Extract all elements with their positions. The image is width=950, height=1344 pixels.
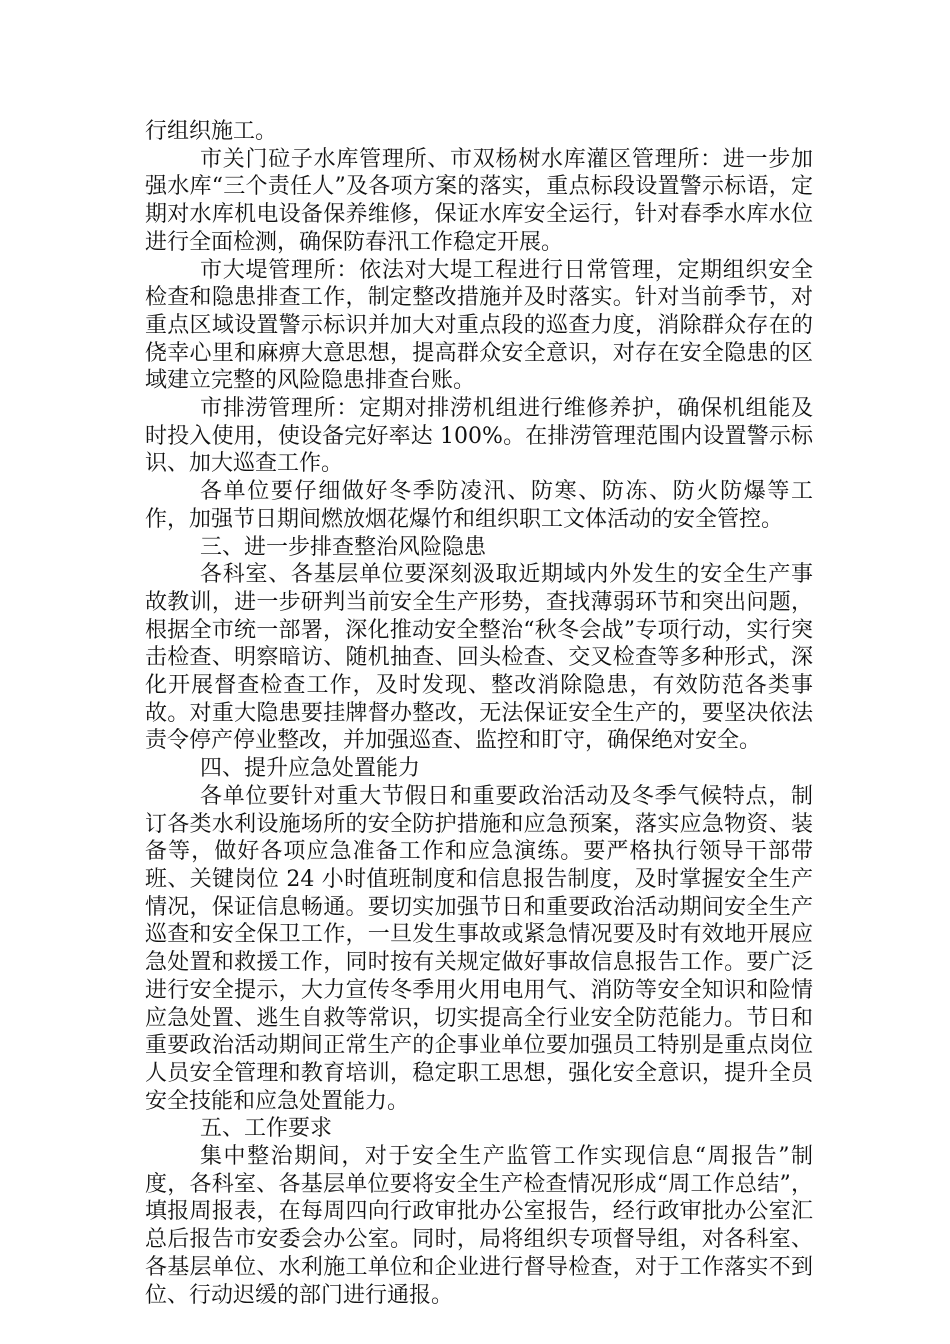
paragraph: 各单位要针对重大节假日和重要政治活动及冬季气候特点，制订各类水利设施场所的安全防护措施和应急预案，落实应急物资、装备等，做好各项应急准备工作和应急演练。要严格执行领导干部带班、关键岗位 24 小时值班制度和信息报告制度，及时掌握安全生产情况，保证信息畅通。要切实加强节日和重要政治活动期间安全生产巡查和安全保卫工作，一旦发生事故或紧急情况要及时有效地开展应急处置和救援工作，同时按有关规定做好事故信息报告工作。要广泛进行安全提示，大力宣传冬季用火用电用气、消防等安全知识和险情应急处置、逃生自救等常识，切实提高全行业安全防范能力。节日和重要政治活动期间正常生产的企事业单位要加强员工特别是重点岗位人员安全管理和教育培训，稳定职工思想，强化安全意识，提升全员安全技能和应急处置能力。 xyxy=(145,783,813,1114)
paragraph: 各科室、各基层单位要深刻汲取近期域内外发生的安全生产事故教训，进一步研判当前安全生产形势，查找薄弱环节和突出问题，根据全市统一部署，深化推动安全整治“秋冬会战”专项行动，实行突击检查、明察暗访、随机抽查、回头检查、交叉检查等多种形式，深化开展督查检查工作，及时发现、整改消除隐患，有效防范各类事故。对重大隐患要挂牌督办整改，无法保证安全生产的，要坚决依法责令停产停业整改，并加强巡查、监控和盯守，确保绝对安全。 xyxy=(145,562,813,754)
paragraph: 市排涝管理所：定期对排涝机组进行维修养护，确保机组能及时投入使用，使设备完好率达 100%。在排涝管理范围内设置警示标识、加大巡查工作。 xyxy=(145,396,813,477)
paragraph: 集中整治期间，对于安全生产监管工作实现信息“周报告”制度，各科室、各基层单位要将安全生产检查情况形成“周工作总结”，填报周报表，在每周四向行政审批办公室报告，经行政审批办公室汇总后报告市安委会办公室。同时，局将组织专项督导组，对各科室、各基层单位、水利施工单位和企业进行督导检查，对于工作落实不到位、行动迟缓的部门进行通报。 xyxy=(145,1144,813,1308)
paragraph: 市大堤管理所：依法对大堤工程进行日常管理，定期组织安全检查和隐患排查工作，制定整改措施并及时落实。针对当前季节，对重点区域设置警示标识并加大对重点段的巡查力度，消除群众存在的侥幸心里和麻痹大意思想，提高群众安全意识，对存在安全隐患的区域建立完整的风险隐患排查台账。 xyxy=(145,257,813,394)
paragraph: 行组织施工。 xyxy=(145,119,278,144)
paragraph: 市关门砬子水库管理所、市双杨树水库灌区管理所：进一步加强水库“三个责任人”及各项方案的落实，重点标段设置警示标语，定期对水库机电设备保养维修，保证水库安全运行，针对春季水库水位进行全面检测，确保防春汛工作稳定开展。 xyxy=(145,146,813,255)
paragraph: 各单位要仔细做好冬季防凌汛、防寒、防冻、防火防爆等工作，加强节日期间燃放烟花爆竹和组织职工文体活动的安全管控。 xyxy=(145,479,813,532)
document-body xyxy=(145,118,813,1309)
section-heading: 三、进一步排查整治风险隐患 xyxy=(200,534,487,560)
section-heading: 四、提升应急处置能力 xyxy=(200,756,421,782)
section-heading: 五、工作要求 xyxy=(200,1116,333,1142)
